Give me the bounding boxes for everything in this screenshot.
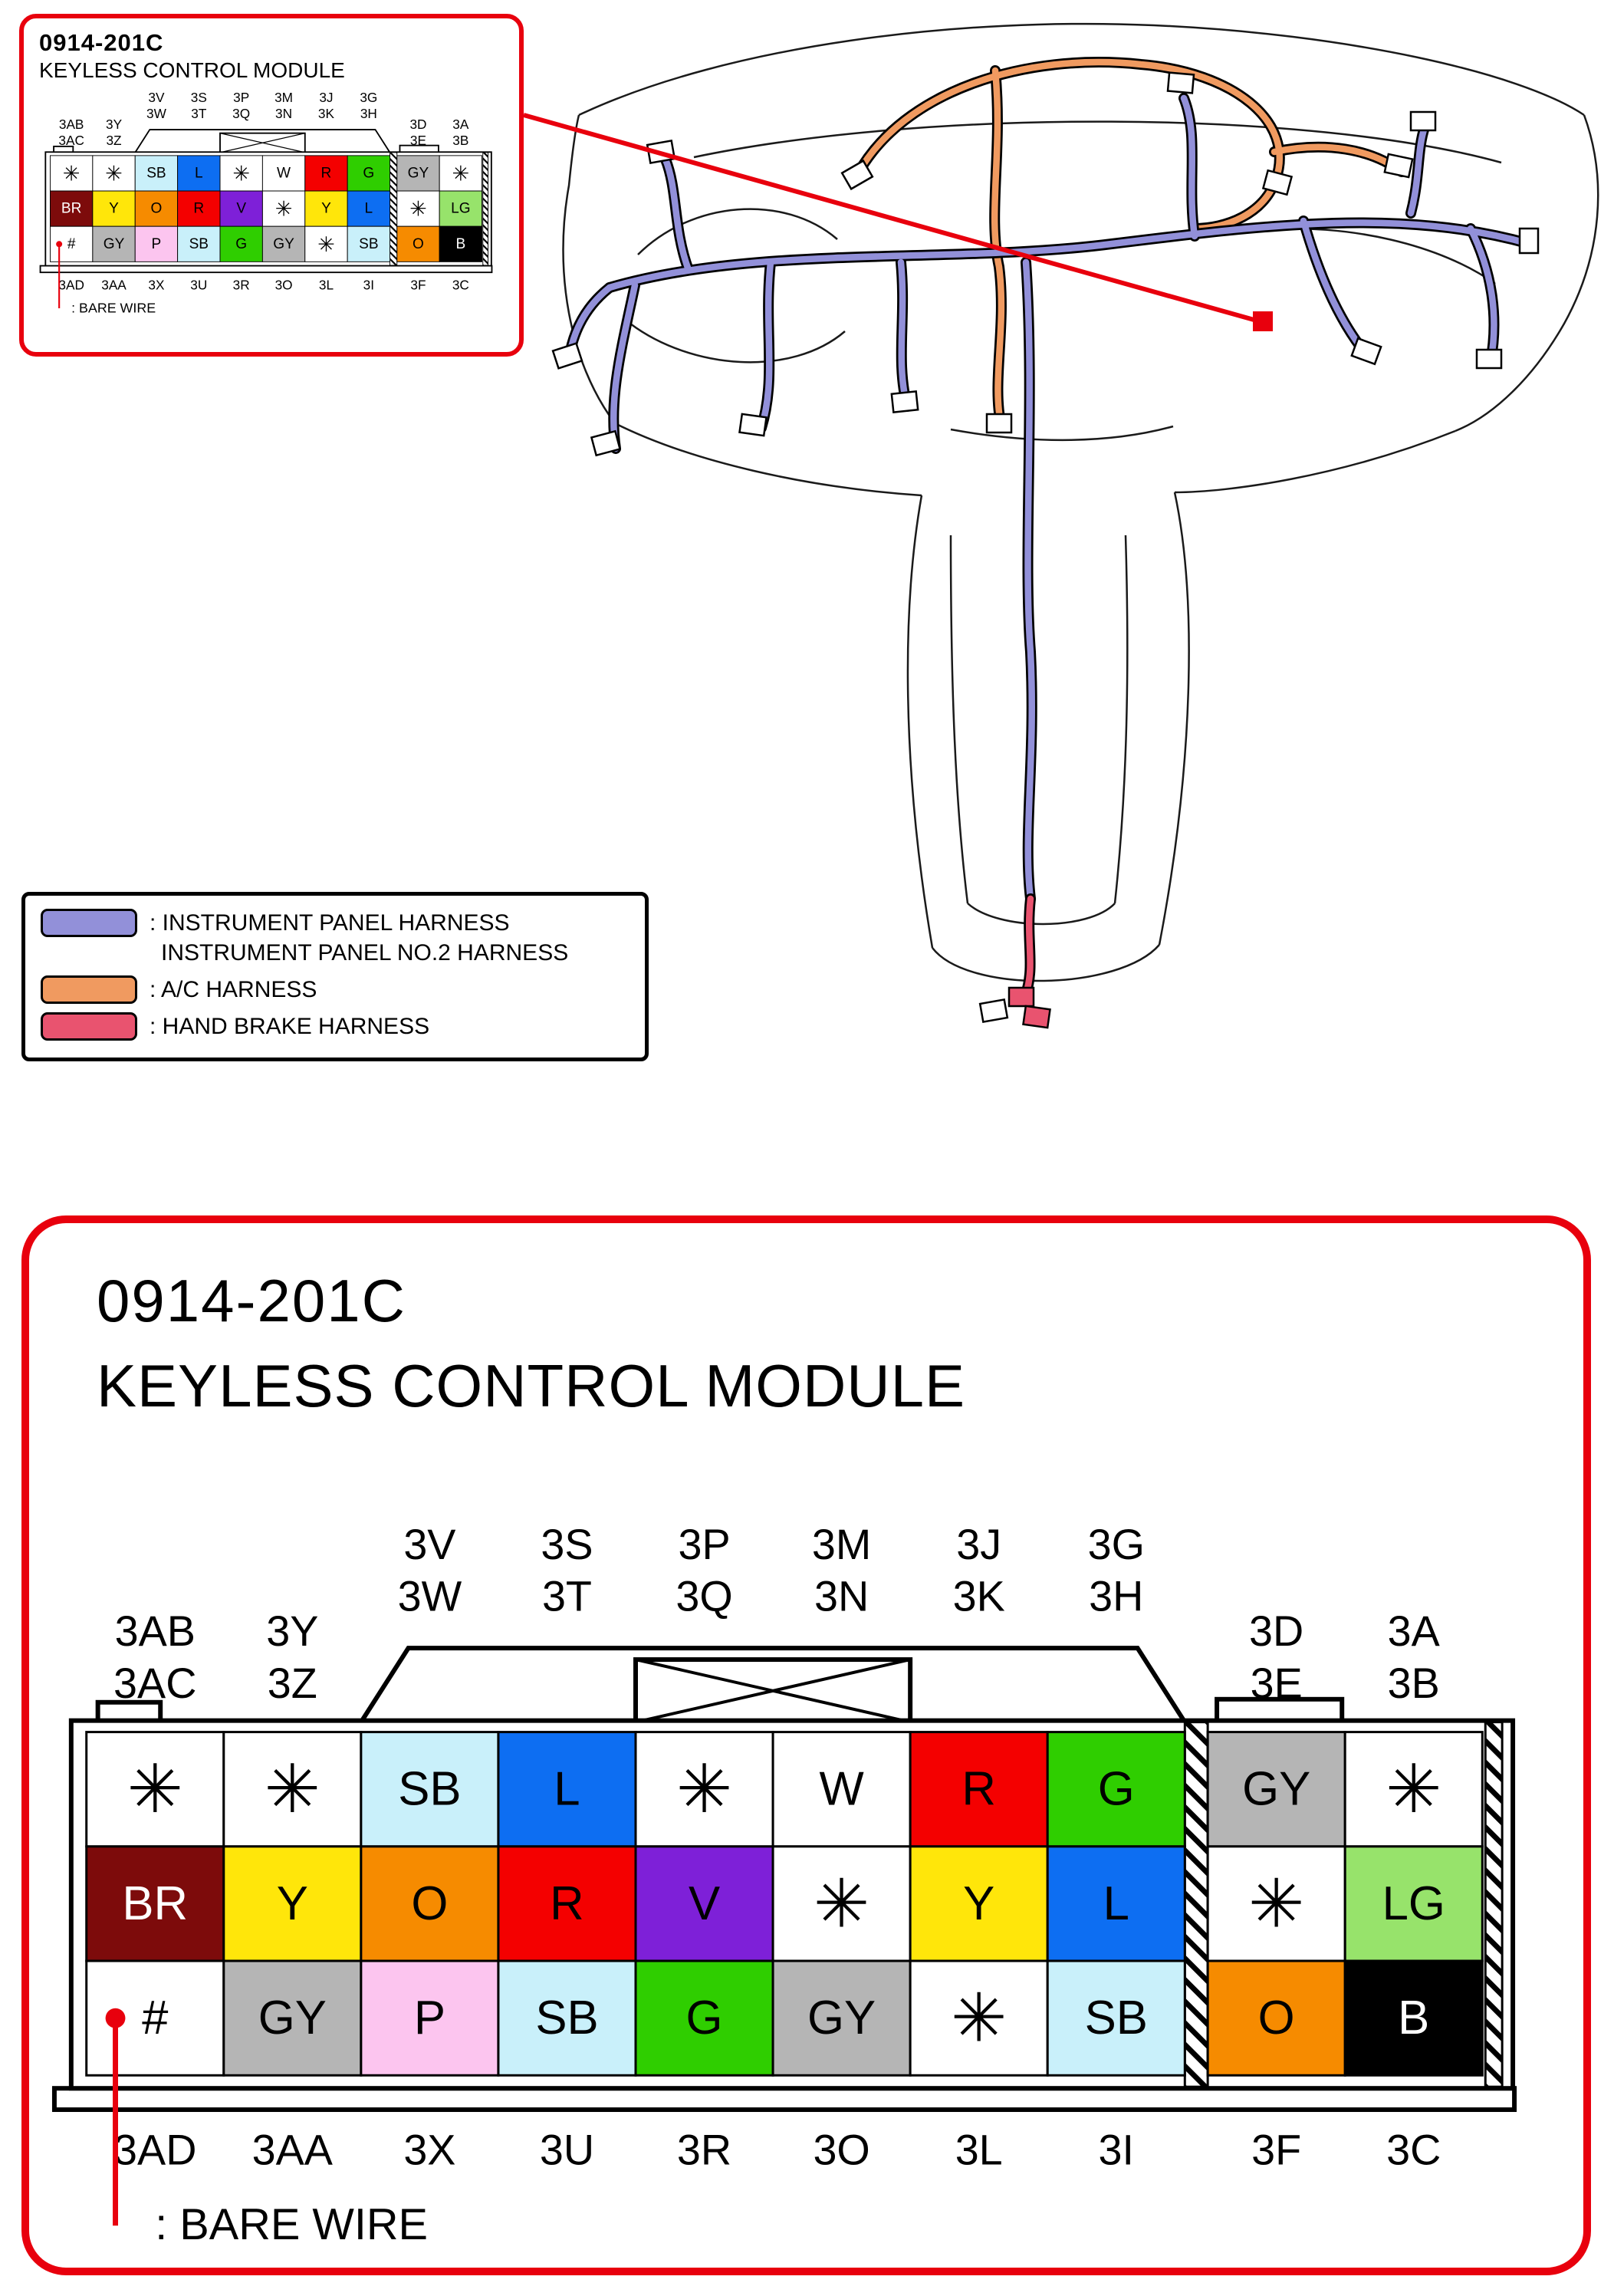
pin-color-code: ✳: [264, 1752, 320, 1827]
connector-keyway: [636, 1660, 910, 1722]
connector-ref-label: 3U: [539, 2126, 595, 2174]
pin-cell: [93, 191, 135, 226]
pin-cell: [361, 1961, 498, 2075]
pin-color-code: ✳: [813, 1866, 870, 1942]
pin-cell: [178, 156, 220, 191]
pin-cell: [910, 1732, 1047, 1847]
connector-ref-label: 3K: [317, 105, 334, 121]
connector-ref-label: 3AB: [58, 117, 84, 133]
legend-item: [41, 1011, 629, 1041]
hatch-divider: [390, 153, 397, 265]
pin-cell: [361, 1732, 498, 1847]
pin-cell: [397, 156, 439, 191]
connector-ref-label: 3R: [676, 2126, 732, 2174]
connector-ref-label: 3L: [955, 2126, 1003, 2174]
pin-cell: [773, 1847, 910, 1961]
connector-ref-label: 3Y: [106, 117, 123, 133]
hand-brake-harness: [1026, 899, 1031, 994]
pin-color-code: R: [550, 1877, 584, 1930]
pin-cell: [1345, 1732, 1482, 1847]
pin-color-code: L: [195, 165, 203, 182]
connector-keyway: [220, 133, 305, 153]
connector-ref-label: 3C: [1386, 2126, 1441, 2174]
pin-cell: [347, 191, 390, 226]
connector-ref-label: 3L: [318, 277, 334, 293]
legend-swatch: [41, 909, 137, 937]
pin-cell: [773, 1732, 910, 1847]
hatch-edge: [483, 153, 488, 265]
module-detail-panel: [21, 1215, 1591, 2275]
connector-ref-label: 3W: [146, 105, 166, 121]
legend-item: [41, 908, 629, 968]
pin-cell: [439, 191, 482, 226]
pin-color-code: #: [142, 1992, 169, 2045]
connector-ref-label: 3AA: [251, 2126, 333, 2174]
pin-color-code: ✳: [232, 161, 251, 186]
connector-ref-label: 3O: [274, 277, 293, 293]
connector-ref-label: 3S: [190, 90, 207, 106]
connector-ref-label: 3AC: [58, 133, 84, 149]
pin-color-code: P: [413, 1992, 445, 2045]
pin-cell: [347, 156, 390, 191]
callout-marker: [1253, 311, 1273, 331]
connector-ref-label: 3V: [148, 90, 165, 106]
pin-color-code: G: [235, 235, 248, 252]
pin-color-code: ✳: [105, 161, 123, 186]
pin-cell: [305, 156, 347, 191]
connector-ref-label: 3R: [232, 277, 250, 293]
connector-ref-label: 3U: [190, 277, 208, 293]
legend-list: [41, 908, 629, 1041]
pin-color-code: L: [554, 1762, 580, 1816]
connector-ref-label: 3E: [1250, 1659, 1303, 1707]
connector-ref-label: 3AC: [113, 1659, 197, 1707]
pin-color-code: LG: [1382, 1877, 1445, 1930]
module-code: 0914-201C: [39, 29, 164, 56]
connector-ref-label: 3S: [541, 1522, 593, 1568]
pin-color-code: G: [1097, 1762, 1135, 1816]
pin-cell: [50, 156, 92, 191]
pin-cell: [178, 226, 220, 262]
pin-cell: [439, 226, 482, 262]
connector-ref-label: 3T: [541, 1572, 592, 1620]
pin-cell: [135, 156, 177, 191]
pin-cell: [910, 1961, 1047, 2075]
connector-ref-label: 3F: [410, 277, 426, 293]
pin-cell: [498, 1961, 636, 2075]
pin-cell: [178, 191, 220, 226]
pin-color-code: O: [150, 200, 163, 217]
pin-cell: [439, 156, 482, 191]
pin-cell: [347, 226, 390, 262]
connector-base: [54, 2088, 1514, 2110]
pin-cell: [262, 156, 304, 191]
pin-color-code: SB: [535, 1992, 599, 2045]
connector-ref-label: 3H: [1089, 1572, 1144, 1620]
hatch-divider: [1185, 1722, 1208, 2087]
instrument-panel-harness: [569, 98, 1530, 899]
connector-ref-label: 3W: [397, 1572, 462, 1620]
pin-cell: [498, 1732, 636, 1847]
legend-swatch: [41, 975, 137, 1004]
module-code: 0914-201C: [97, 1267, 406, 1334]
connector-ref-label: 3H: [360, 105, 377, 121]
pin-cell: [498, 1847, 636, 1961]
connector-ref-label: 3P: [678, 1522, 731, 1568]
connector-ref-label: 3Y: [266, 1607, 319, 1656]
connector-ref-label: 3AA: [101, 277, 127, 293]
pin-cell: [636, 1961, 773, 2075]
pin-cell: [50, 191, 92, 226]
connector-ref-label: 3G: [360, 90, 378, 106]
pin-cell: [397, 226, 439, 262]
pin-color-code: GY: [103, 235, 125, 252]
pin-cell: [93, 226, 135, 262]
module-name: KEYLESS CONTROL MODULE: [97, 1351, 966, 1419]
pin-cell: [220, 156, 262, 191]
pin-cell: [224, 1961, 361, 2075]
pin-color-code: O: [1257, 1992, 1295, 2045]
pin-color-code: Y: [963, 1877, 995, 1930]
pin-color-code: L: [364, 200, 373, 217]
pin-cell: [87, 1847, 224, 1961]
connector-ref-label: 3B: [1387, 1659, 1440, 1707]
connector-base: [41, 266, 492, 273]
connector-ref-label: 3M: [274, 90, 294, 106]
legend-label: : A/C HARNESS: [150, 977, 317, 1002]
pin-color-code: P: [151, 235, 162, 252]
connector-diagram-small: [36, 90, 496, 320]
pin-cell: [93, 156, 135, 191]
pin-color-code: V: [236, 200, 247, 217]
connector-ref-label: 3N: [275, 105, 293, 121]
pin-color-code: ✳: [1248, 1866, 1305, 1942]
pin-color-code: Y: [109, 200, 119, 217]
pin-color-code: GY: [1242, 1762, 1311, 1816]
pin-color-code: GY: [407, 165, 429, 182]
pin-color-code: R: [320, 165, 332, 182]
connector-ref-label: 3Z: [267, 1659, 317, 1707]
connector-ref-label: 3B: [452, 133, 469, 149]
pin-cell: [224, 1732, 361, 1847]
pin-color-code: BR: [122, 1877, 189, 1930]
pin-cell: [1047, 1732, 1185, 1847]
module-callout-box: [19, 14, 524, 357]
connector-diagram-large: [41, 1522, 1528, 2262]
connector-ref-label: 3C: [452, 277, 469, 293]
connector-ref-label: 3I: [363, 277, 375, 293]
connector-ref-label: 3A: [1387, 1607, 1440, 1656]
pin-cell: [262, 226, 304, 262]
pin-cell: [1345, 1961, 1482, 2075]
pin-color-code: O: [413, 235, 424, 252]
pin-color-code: SB: [146, 165, 166, 182]
module-name: KEYLESS CONTROL MODULE: [39, 58, 345, 82]
pin-cell: [397, 191, 439, 226]
bare-wire-note: : BARE WIRE: [71, 300, 156, 316]
pin-color-code: ✳: [62, 161, 81, 186]
pin-color-code: ✳: [951, 1980, 1008, 2056]
pin-cell: [224, 1847, 361, 1961]
pin-cell: [1208, 1732, 1345, 1847]
connector-ref-label: 3E: [409, 133, 426, 149]
pin-cell: [135, 191, 177, 226]
pin-cell: [135, 226, 177, 262]
pin-color-code: BR: [61, 200, 82, 217]
pin-color-code: SB: [359, 235, 379, 252]
legend-item: [41, 975, 629, 1005]
connector-ref-label: 3Q: [232, 105, 251, 121]
pin-color-code: W: [819, 1762, 864, 1816]
connector-ref-label: 3O: [813, 2126, 870, 2174]
connector-ref-label: 3Z: [106, 133, 122, 149]
pin-color-code: SB: [1084, 1992, 1148, 2045]
pin-cell: [1208, 1961, 1345, 2075]
pin-color-code: ✳: [317, 232, 335, 256]
pin-cell: [1047, 1961, 1185, 2075]
pin-color-code: G: [363, 165, 375, 182]
pin-color-code: B: [455, 235, 466, 252]
pin-cell: [636, 1732, 773, 1847]
connector-ref-label: 3AD: [113, 2126, 197, 2174]
pin-cell: [1345, 1847, 1482, 1961]
pin-color-code: W: [277, 165, 291, 182]
connector-ref-label: 3T: [191, 105, 207, 121]
connector-ref-label: 3D: [1249, 1607, 1304, 1656]
pin-cell: [262, 191, 304, 226]
pin-cell: [220, 191, 262, 226]
pin-color-code: R: [193, 200, 205, 217]
connector-ref-label: 3K: [952, 1572, 1005, 1620]
pin-color-code: #: [67, 235, 76, 252]
harness-legend: [21, 892, 649, 1061]
pin-color-code: GY: [807, 1992, 876, 2045]
pin-cell: [305, 226, 347, 262]
pin-color-code: B: [1398, 1992, 1430, 2045]
pin-cell: [361, 1847, 498, 1961]
connector-ref-label: 3X: [403, 2126, 456, 2174]
pin-color-code: V: [688, 1877, 721, 1930]
connector-ref-label: 3X: [148, 277, 165, 293]
pin-cell: [305, 191, 347, 226]
pin-color-code: LG: [451, 200, 471, 217]
connector-ref-label: 3F: [1251, 2126, 1302, 2174]
legend-label: : HAND BRAKE HARNESS: [150, 1014, 430, 1039]
connector-ref-label: 3G: [1087, 1522, 1145, 1568]
pin-color-code: Y: [321, 200, 331, 217]
legend-label: : INSTRUMENT PANEL HARNESS INSTRUMENT PANEL NO.2 HARNESS: [150, 910, 569, 965]
legend-swatch: [41, 1012, 137, 1041]
pin-color-code: GY: [273, 235, 294, 252]
pin-cell: [1208, 1847, 1345, 1961]
pin-cell: [87, 1732, 224, 1847]
connector-ref-label: 3P: [233, 90, 250, 106]
pin-cell: [1047, 1847, 1185, 1961]
pin-cell: [220, 226, 262, 262]
connector-ref-label: 3AB: [114, 1607, 196, 1656]
pin-color-code: GY: [258, 1992, 327, 2045]
connector-ref-label: 3J: [956, 1522, 1002, 1568]
connector-ref-label: 3M: [811, 1522, 872, 1568]
pin-color-code: Y: [276, 1877, 308, 1930]
pin-color-code: G: [685, 1992, 723, 2045]
pin-color-code: ✳: [127, 1752, 183, 1827]
pin-color-code: SB: [189, 235, 209, 252]
pin-color-code: L: [1103, 1877, 1129, 1930]
pin-color-code: ✳: [274, 196, 293, 221]
pin-color-code: ✳: [1386, 1752, 1442, 1827]
connector-ref-label: 3AD: [58, 277, 84, 293]
pin-color-code: O: [411, 1877, 449, 1930]
pin-color-code: ✳: [452, 161, 470, 186]
pin-color-code: ✳: [409, 196, 427, 221]
pin-color-code: R: [961, 1762, 996, 1816]
connector-ref-label: 3D: [409, 117, 427, 133]
connector-ref-label: 3A: [452, 117, 469, 133]
pin-cell: [636, 1847, 773, 1961]
pin-cell: [910, 1847, 1047, 1961]
connector-ref-label: 3J: [319, 90, 334, 106]
connector-ref-label: 3V: [403, 1522, 456, 1568]
connector-ref-label: 3Q: [676, 1572, 733, 1620]
pin-color-code: SB: [398, 1762, 462, 1816]
connector-ref-label: 3N: [814, 1572, 869, 1620]
bare-wire-note: : BARE WIRE: [155, 2200, 429, 2250]
pin-color-code: ✳: [676, 1752, 733, 1827]
pin-cell: [773, 1961, 910, 2075]
hatch-edge: [1485, 1722, 1502, 2087]
connector-ref-label: 3I: [1098, 2126, 1134, 2174]
